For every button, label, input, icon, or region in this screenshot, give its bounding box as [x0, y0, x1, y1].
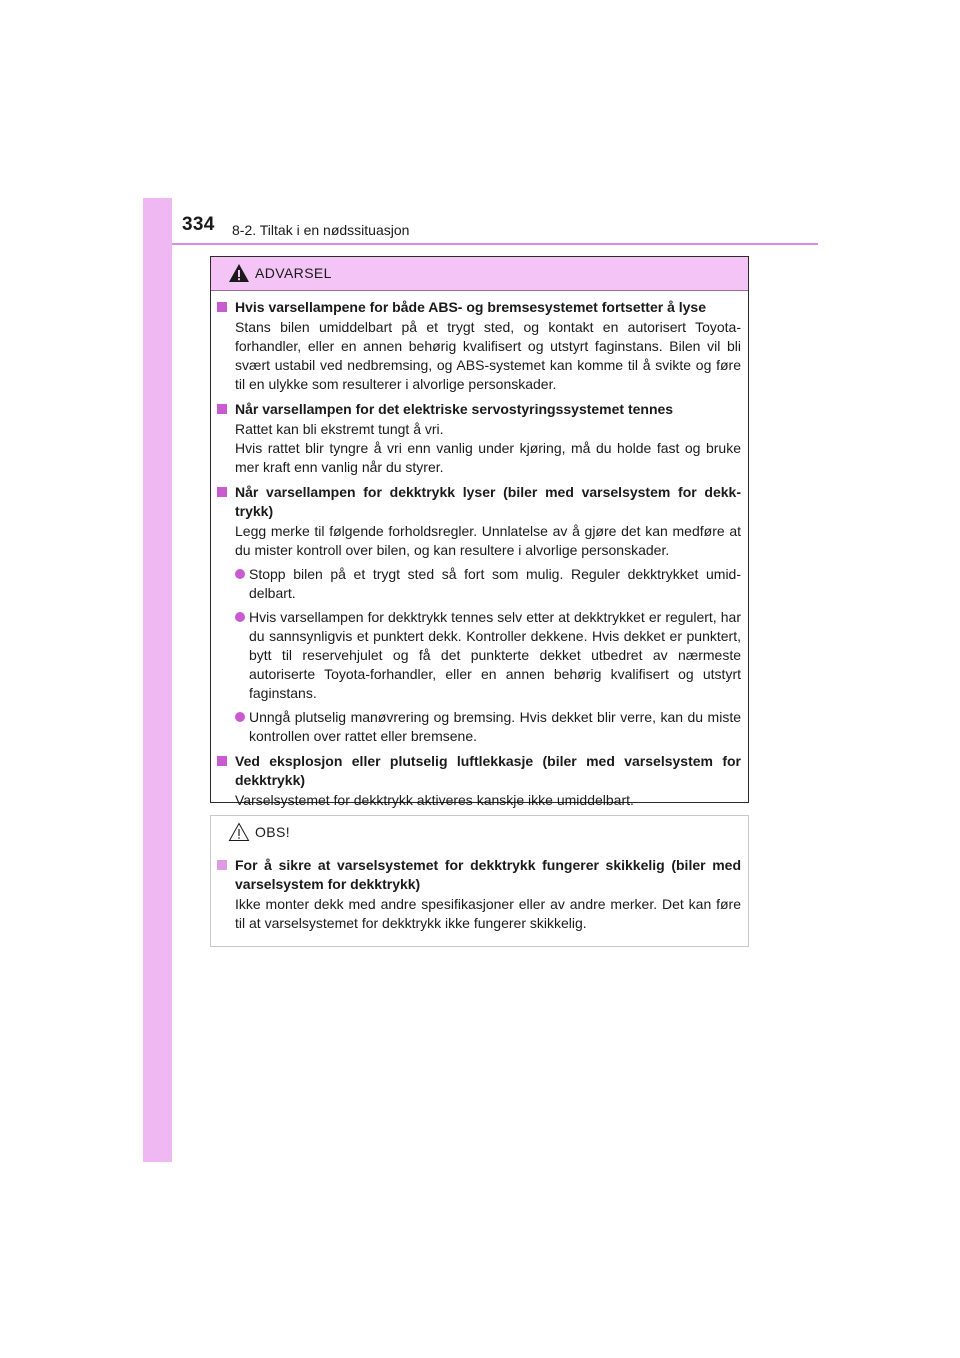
list-item: Hvis varsellampen for dekktrykk tennes selv etter at dekktrykket er regulert, har du sannsynligvis et punktert dekk. Kontroller dekkene. Hvis dekket er punktert, bytt til reservehjulet og få det punkterte dekket utbedret av nærmeste autoriserte Toyota-forhandler, eller en annen behørig kvalifisert og utstyrt faginstans. [235, 608, 741, 703]
warning-item-tire-pressure [217, 483, 741, 746]
item-heading: Hvis varsellampene for både ABS- og bremsesystemet fortsetter å lyse [217, 298, 741, 317]
item-heading: Når varsellampen for det elektriske servostyringssystemet tennes [217, 400, 741, 419]
item-heading: Når varsellampen for dekktrykk lyser (biler med varselsystem for dekk-trykk) [217, 483, 741, 521]
warning-item-blowout [217, 752, 741, 810]
warning-body [211, 291, 748, 810]
page-number: 334 [182, 214, 215, 235]
item-paragraph: Stans bilen umiddelbart på et trygt sted, og kontakt en autorisert Toyota-forhandler, eller en annen behørig kvalifisert og utstyrt faginstans. Bilen vil bli svært ustabil ved nedbremsing, og ABS-systemet kan komme til å svikte og føre til en ulykke som resulterer i alvorlige personskader. [235, 319, 741, 392]
warning-triangle-icon [228, 263, 250, 283]
header-rule [172, 243, 818, 245]
warning-box-header [211, 257, 748, 291]
notice-box [210, 815, 749, 947]
square-bullet-icon [217, 756, 227, 766]
circle-bullet-icon [235, 612, 245, 622]
notice-box-header [211, 816, 748, 849]
item-heading: Ved eksplosjon eller plutselig luftlekkasje (biler med varselsystem for dekktrykk) [217, 752, 741, 790]
notice-body [211, 849, 748, 933]
square-bullet-icon [217, 487, 227, 497]
square-bullet-icon [217, 302, 227, 312]
notice-item [217, 856, 741, 933]
item-paragraph: Varselsystemet for dekktrykk aktiveres kanskje ikke umiddelbart. [235, 792, 634, 808]
section-title: 8-2. Tiltak i en nødssituasjon [232, 222, 410, 238]
square-bullet-icon [217, 860, 227, 870]
circle-bullet-icon [235, 569, 245, 579]
square-bullet-icon [217, 404, 227, 414]
chapter-side-band [143, 198, 172, 1162]
circle-bullet-icon [235, 712, 245, 722]
caution-triangle-outline-icon [228, 822, 250, 842]
list-item: Unngå plutselig manøvrering og bremsing. Hvis dekket blir verre, kan du miste kontrollen over rattet eller bremsene. [235, 708, 741, 746]
item-paragraph: Hvis rattet blir tyngre å vri enn vanlig under kjøring, må du holde fast og bruke mer kraft enn vanlig når du styrer. [235, 440, 741, 475]
item-paragraph: Legg merke til følgende forholdsregler. Unnlatelse av å gjøre det kan medføre at du mister kontroll over bilen, og kan resultere i alvorlige personskader. [235, 523, 741, 558]
warning-label: ADVARSEL [255, 265, 332, 281]
item-paragraph: Rattet kan bli ekstremt tungt å vri. [235, 421, 444, 437]
list-item: Stopp bilen på et trygt sted så fort som mulig. Reguler dekktrykket umid-delbart. [235, 565, 741, 603]
item-heading: For å sikre at varselsystemet for dekktrykk fungerer skikkelig (biler med varselsystem for dekktrykk) [217, 856, 741, 894]
warning-box [210, 256, 749, 808]
warning-item-abs-brake [217, 298, 741, 394]
notice-label: OBS! [255, 824, 291, 840]
warning-item-power-steering [217, 400, 741, 477]
item-paragraph: Ikke monter dekk med andre spesifikasjoner eller av andre merker. Det kan føre til at varselsystemet for dekktrykk ikke fungerer skikkelig. [235, 896, 741, 931]
